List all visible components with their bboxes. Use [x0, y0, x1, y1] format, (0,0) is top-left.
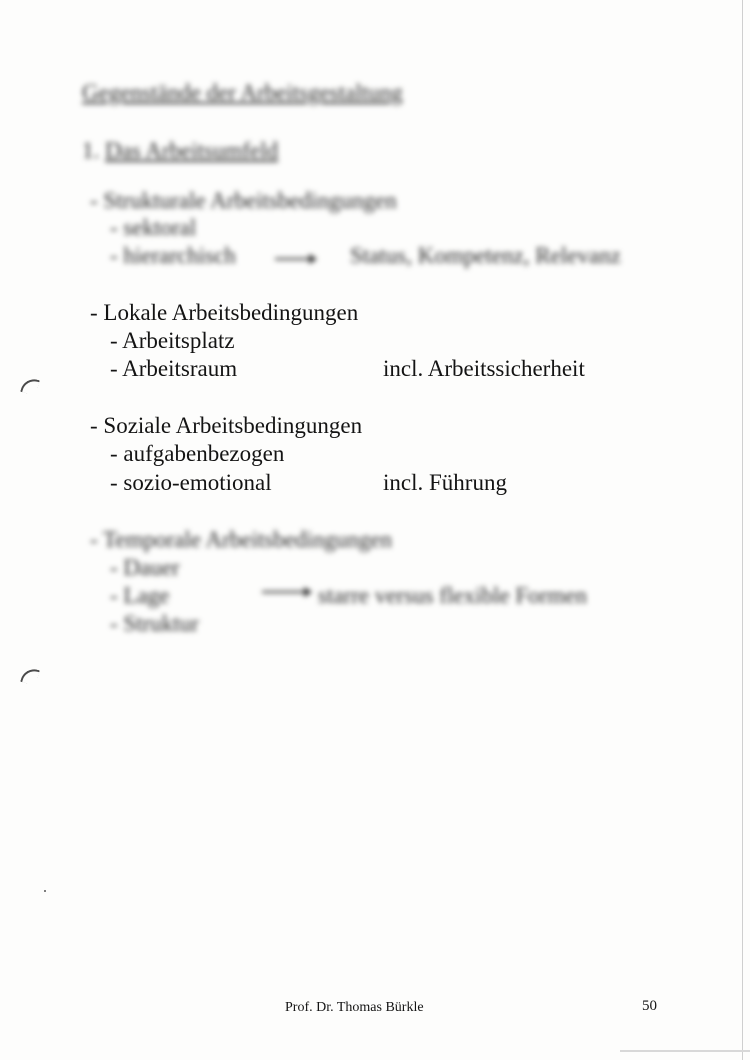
strukturale-result: Status, Kompetenz, Relevanz — [350, 243, 621, 268]
scan-edge — [742, 0, 743, 1060]
lokale-arbeitsraum: - Arbeitsraum — [110, 356, 238, 381]
temporale-dauer: - Dauer — [110, 555, 180, 580]
strukturale-heading: - Strukturale Arbeitsbedingungen — [90, 188, 397, 213]
arrow-icon — [262, 591, 310, 593]
section-number: 1. — [82, 138, 100, 163]
punch-hole-mark — [20, 376, 40, 396]
arrow-icon — [275, 258, 315, 260]
section-heading — [82, 138, 278, 164]
strukturale-hierarchisch: - hierarchisch — [110, 243, 236, 268]
lokale-heading: - Lokale Arbeitsbedingungen — [90, 300, 359, 325]
soziale-heading: - Soziale Arbeitsbedingungen — [90, 413, 363, 438]
page-number: 50 — [642, 998, 657, 1014]
section-title: Das Arbeitsumfeld — [105, 138, 279, 163]
strukturale-sektoral: - sektoral — [110, 215, 197, 240]
scan-edge-bottom — [620, 1050, 750, 1052]
punch-hole-mark — [20, 666, 40, 686]
temporale-struktur: - Struktur — [110, 611, 199, 636]
temporale-lage: - Lage — [110, 583, 170, 608]
soziale-aufgabenbezogen: - aufgabenbezogen — [110, 441, 285, 466]
footer-author: Prof. Dr. Thomas Bürkle — [285, 1000, 424, 1015]
lokale-note: incl. Arbeitssicherheit — [383, 356, 585, 381]
scan-speck — [44, 890, 46, 892]
lokale-arbeitsplatz: - Arbeitsplatz — [110, 328, 235, 353]
temporale-heading: - Temporale Arbeitsbedingungen — [90, 527, 392, 552]
page-title: Gegenstände der Arbeitsgestaltung — [82, 80, 403, 105]
soziale-sozio-emotional: - sozio-emotional — [110, 470, 272, 495]
temporale-result: starre versus flexible Formen — [318, 583, 587, 608]
soziale-note: incl. Führung — [383, 470, 507, 495]
